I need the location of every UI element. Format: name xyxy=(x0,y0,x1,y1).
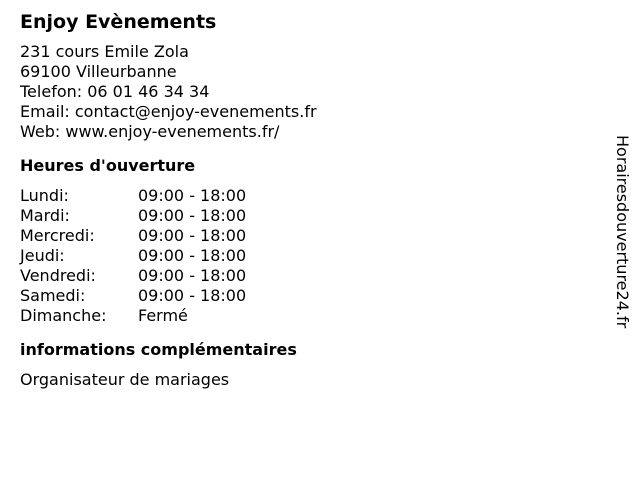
hours-row-wednesday xyxy=(20,226,600,246)
hours-row-tuesday xyxy=(20,206,600,226)
day-label: Dimanche: xyxy=(20,306,107,325)
phone-line: Telefon: 06 01 46 34 34 xyxy=(20,82,210,101)
day-label: Vendredi: xyxy=(20,266,96,285)
brand-watermark: Horairesdouverture24.fr xyxy=(613,135,632,329)
time-value: 09:00 - 18:00 xyxy=(138,246,247,265)
day-label: Jeudi: xyxy=(20,246,65,265)
hours-row-thursday xyxy=(20,246,600,266)
hours-row-friday xyxy=(20,266,600,286)
day-label: Lundi: xyxy=(20,186,69,205)
time-value: Fermé xyxy=(138,306,188,325)
business-card xyxy=(20,10,600,390)
hours-row-sunday xyxy=(20,306,600,326)
hours-row-saturday xyxy=(20,286,600,306)
address-street: 231 cours Emile Zola xyxy=(20,42,189,61)
address-city: 69100 Villeurbanne xyxy=(20,62,177,81)
time-value: 09:00 - 18:00 xyxy=(138,206,247,225)
business-name: Enjoy Evènements xyxy=(20,11,217,33)
web-line: Web: www.enjoy-evenements.fr/ xyxy=(20,122,280,141)
email-line: Email: contact@enjoy-evenements.fr xyxy=(20,102,317,121)
extra-info-text: Organisateur de mariages xyxy=(20,370,230,389)
opening-hours-title: Heures d'ouverture xyxy=(20,156,196,175)
time-value: 09:00 - 18:00 xyxy=(138,266,247,285)
opening-hours-table xyxy=(20,186,600,326)
day-label: Mardi: xyxy=(20,206,70,225)
time-value: 09:00 - 18:00 xyxy=(138,186,247,205)
hours-row-monday xyxy=(20,186,600,206)
time-value: 09:00 - 18:00 xyxy=(138,286,247,305)
day-label: Samedi: xyxy=(20,286,86,305)
day-label: Mercredi: xyxy=(20,226,95,245)
extra-info-title: informations complémentaires xyxy=(20,340,297,359)
time-value: 09:00 - 18:00 xyxy=(138,226,247,245)
